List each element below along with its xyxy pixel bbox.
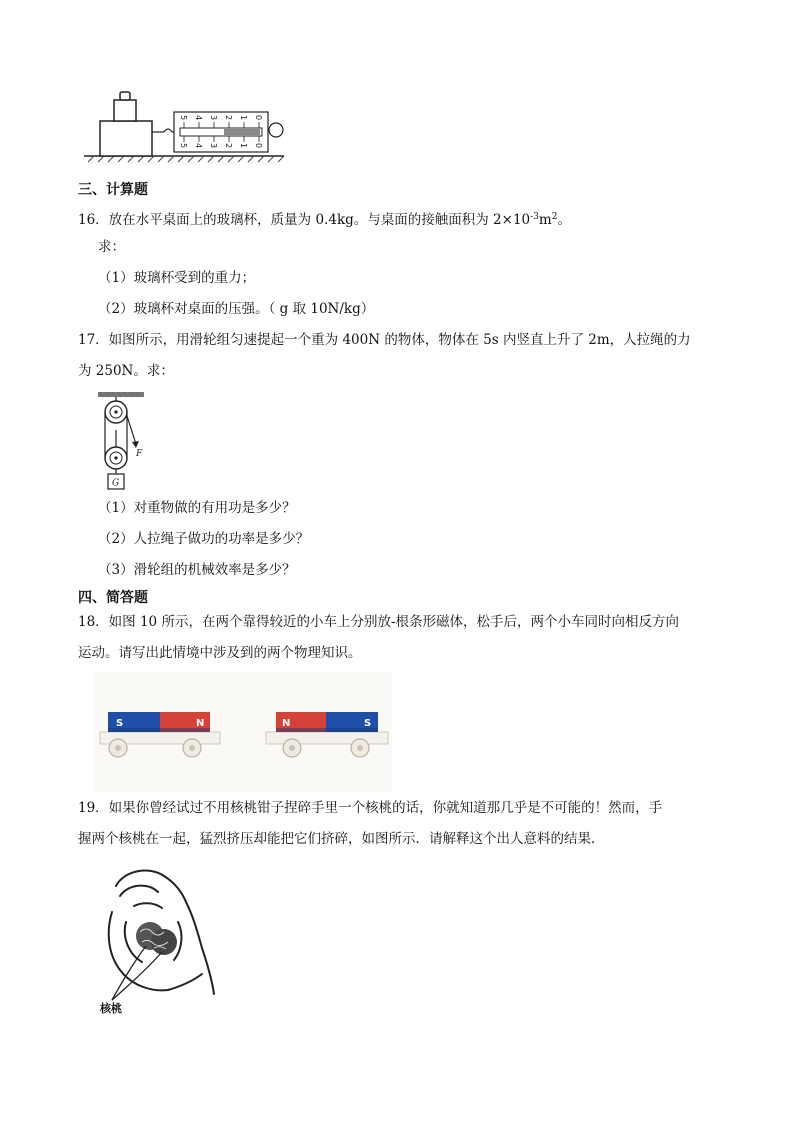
q17-sub-3: （3）滑轮组的机械效率是多少？ [98,562,296,578]
q16-unit: m [538,212,552,228]
ruler-top-label: 3 [209,115,218,121]
q18-line-2: 运动。请写出此情境中涉及到的两个物理知识。 [78,645,362,661]
ruler-top-label: 4 [194,115,203,121]
force-label: F [136,449,143,459]
ruler-bottom-label: 3 [209,143,218,149]
q18-line-1: 18．如图 10 所示，在两个靠得较近的小车上分别放-根条形磁体，松手后，两个小车同时向相反方向 [78,614,679,630]
q16-sub-1: （1）玻璃杯受到的重力； [98,270,256,286]
magnet-left-n-label: N [196,718,205,729]
magnet-left-s-label: S [116,718,124,729]
weight-label: G [112,478,120,489]
q16-text: 16．放在水平桌面上的玻璃杯，质量为 0.4kg。与桌面的接触面积为 2×10 [78,212,531,228]
q17-sub-2: （2）人拉绳子做功的功率是多少？ [98,531,310,547]
q16-unit-exponent: 2 [551,212,558,222]
spring-scale-figure [84,86,294,164]
q16-end: 。 [557,212,571,228]
ruler-top-label: 0 [254,115,263,121]
q16-ask: 求： [98,239,125,255]
magnet-right-s-label: S [364,718,372,729]
question-16-text [78,207,571,230]
ruler-top-label: 5 [179,115,188,121]
q16-sub-2: （2）玻璃杯对桌面的压强。（ g 取 10N/kg） [98,301,375,317]
ruler-bottom-label: 4 [194,143,203,149]
q19-line-2: 握两个核桃在一起，猛烈挤压却能把它们挤碎，如图所示．请解释这个出人意料的结果． [78,831,605,847]
q17-line-2: 为 250N。求： [78,363,174,379]
magnet-right-n-label: N [282,718,291,729]
walnut-label: 核桃 [100,1002,122,1014]
q17-line-1: 17．如图所示，用滑轮组匀速提起一个重为 400N 的物体，物体在 5s 内竖直上升了 2m，人拉绳的力 [78,332,691,348]
ruler-top-label: 2 [224,115,233,121]
ruler-bottom-label: 0 [254,143,263,149]
q16-exponent: -3 [530,212,539,222]
section-title: 三、计算题 [78,182,148,198]
pulley-figure [94,390,154,494]
ruler-bottom-label: 2 [224,143,233,149]
section-title: 四、简答题 [78,590,148,606]
magnet-carts-figure [94,672,392,792]
q19-line-1: 19．如果你曾经试过不用核桃钳子捏碎手里一个核桃的话，你就知道那几乎是不可能的！然而，手 [78,800,663,816]
ruler-bottom-label: 1 [239,143,248,149]
ruler-top-label: 1 [239,115,248,121]
ruler-bottom-label: 5 [179,143,188,149]
walnut-hand-figure [98,862,222,1014]
q17-sub-1: （1）对重物做的有用功是多少？ [98,500,296,516]
